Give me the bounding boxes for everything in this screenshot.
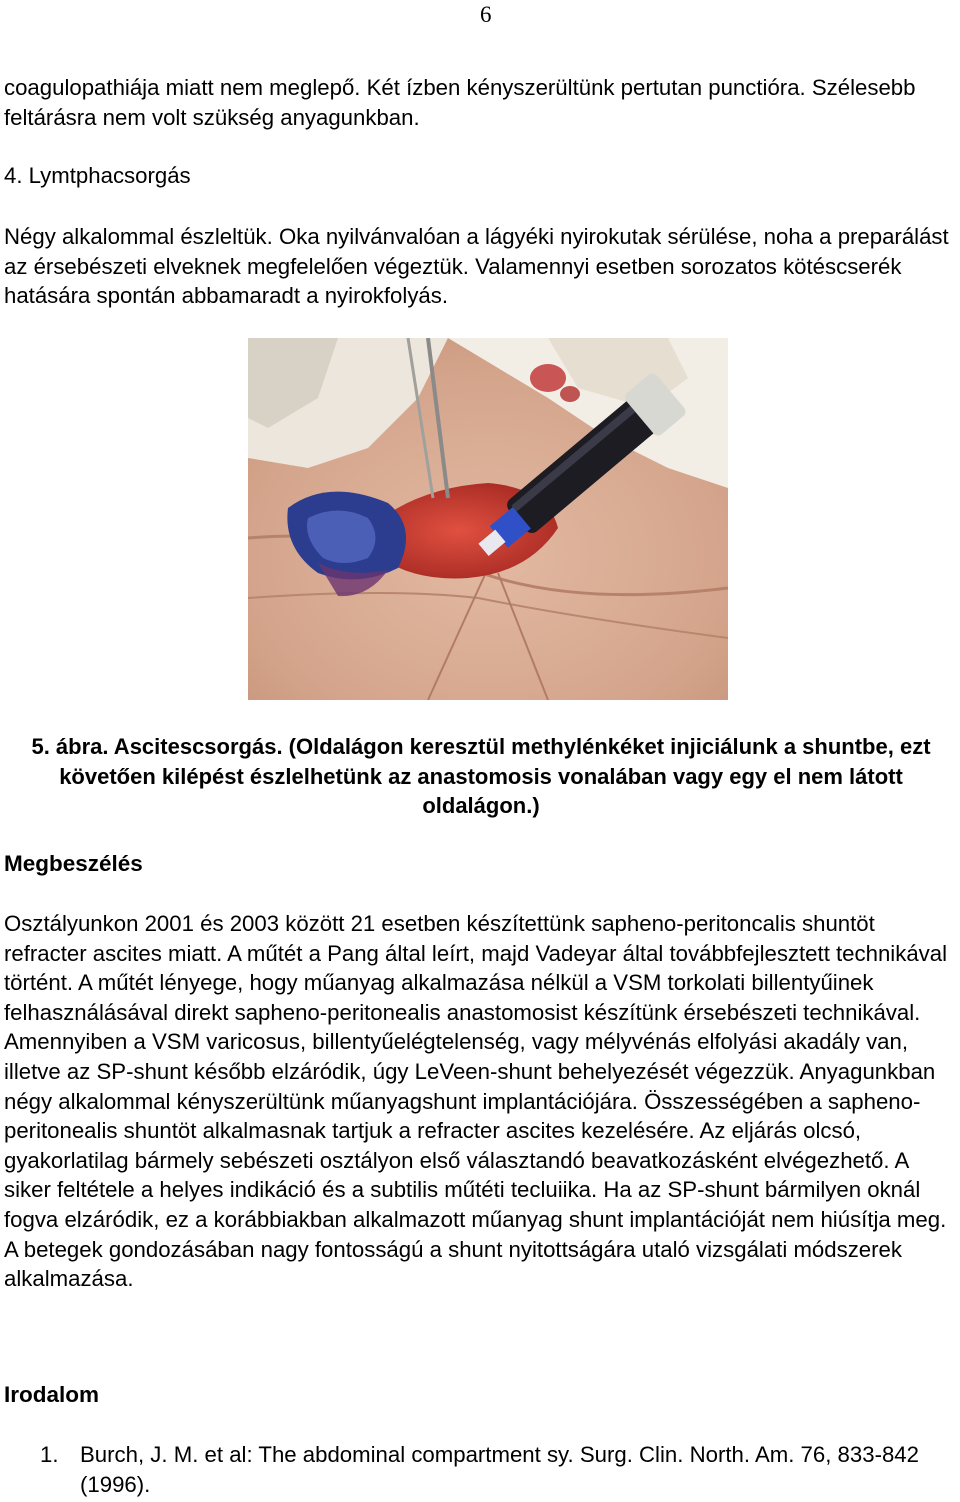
subheading-lymph: 4. Lymtphacsorgás bbox=[4, 163, 191, 188]
reference-text: Burch, J. M. et al: The abdominal compartment sy. Surg. Clin. North. Am. 76, 833-842 (1996). bbox=[80, 1442, 919, 1497]
page-number: 6 bbox=[480, 2, 492, 27]
surgery-photo-icon bbox=[248, 338, 728, 700]
reference-list bbox=[0, 1440, 958, 1499]
reference-item bbox=[0, 1440, 958, 1499]
figure-caption: 5. ábra. Ascitescsorgás. (Oldalágon keresztül methylénkéket injiciálunk a shuntbe, ezt követően kilépést észlelhetünk az anastomosis vonalában vagy egy el nem látott oldalágon.) bbox=[31, 734, 931, 818]
intro-paragraph: coagulopathiája miatt nem meglepő. Két ízben kényszerültünk pertutan punctióra. Szélesebb feltárásra nem volt szükség anyagunkban. bbox=[4, 75, 916, 130]
surgery-photo-figure bbox=[248, 338, 728, 700]
reference-number: 1. bbox=[40, 1442, 59, 1467]
blood-stain bbox=[530, 364, 566, 392]
references-heading: Irodalom bbox=[4, 1382, 100, 1407]
discussion-paragraph: Osztályunkon 2001 és 2003 között 21 esetben készítettünk sapheno-peritoncalis shuntöt refracter ascites miatt. A műtét a Pang által leírt, majd Vadeyar által továbbfejlesztett technikával történt. A műtét lényege, hogy műanyag alkalmazása nélkül a VSM torkolati billentyűinek felhasználásával direkt sapheno-peritonealis anastomosist készítünk érsebészeti technikával. Amennyiben a VSM varicosus, billentyűelégtelenség, vagy mélyvénás elfolyási akadály van, illetve az SP-shunt később elzáródik, úgy LeVeen-shunt behelyezését végezzük. Anyagunkban négy alkalommal kényszerültünk műanyagshunt implantációjára. Összességében a sapheno-peritonealis shuntöt alkalmasnak tartjuk a refracter ascites kezelésére. Az eljárás olcsó, gyakorlatilag bármely sebészeti osztályon első választandó beavatkozásként elvégezhető. A siker feltétele a helyes indikáció és a subtilis műtéti tecluiika. Ha az SP-shunt bármilyen oknál fogva elzáródik, ez a korábbiakban alkalmazott műanyag shunt implantációját nem hiúsítja meg. A betegek gondozásában nagy fontosságú a shunt nyitottságára utaló vizsgálati módszerek alkalmazása. bbox=[4, 911, 948, 1292]
discussion-heading: Megbeszélés bbox=[4, 851, 143, 876]
blood-stain bbox=[560, 386, 580, 402]
lymph-paragraph: Négy alkalommal észleltük. Oka nyilvánvalóan a lágyéki nyirokutak sérülése, noha a preparálást az érsebészeti elveknek megfelelően végeztük. Valamennyi esetben sorozatos kötéscserék hatására spontán abbamaradt a nyirokfolyás. bbox=[4, 224, 949, 309]
